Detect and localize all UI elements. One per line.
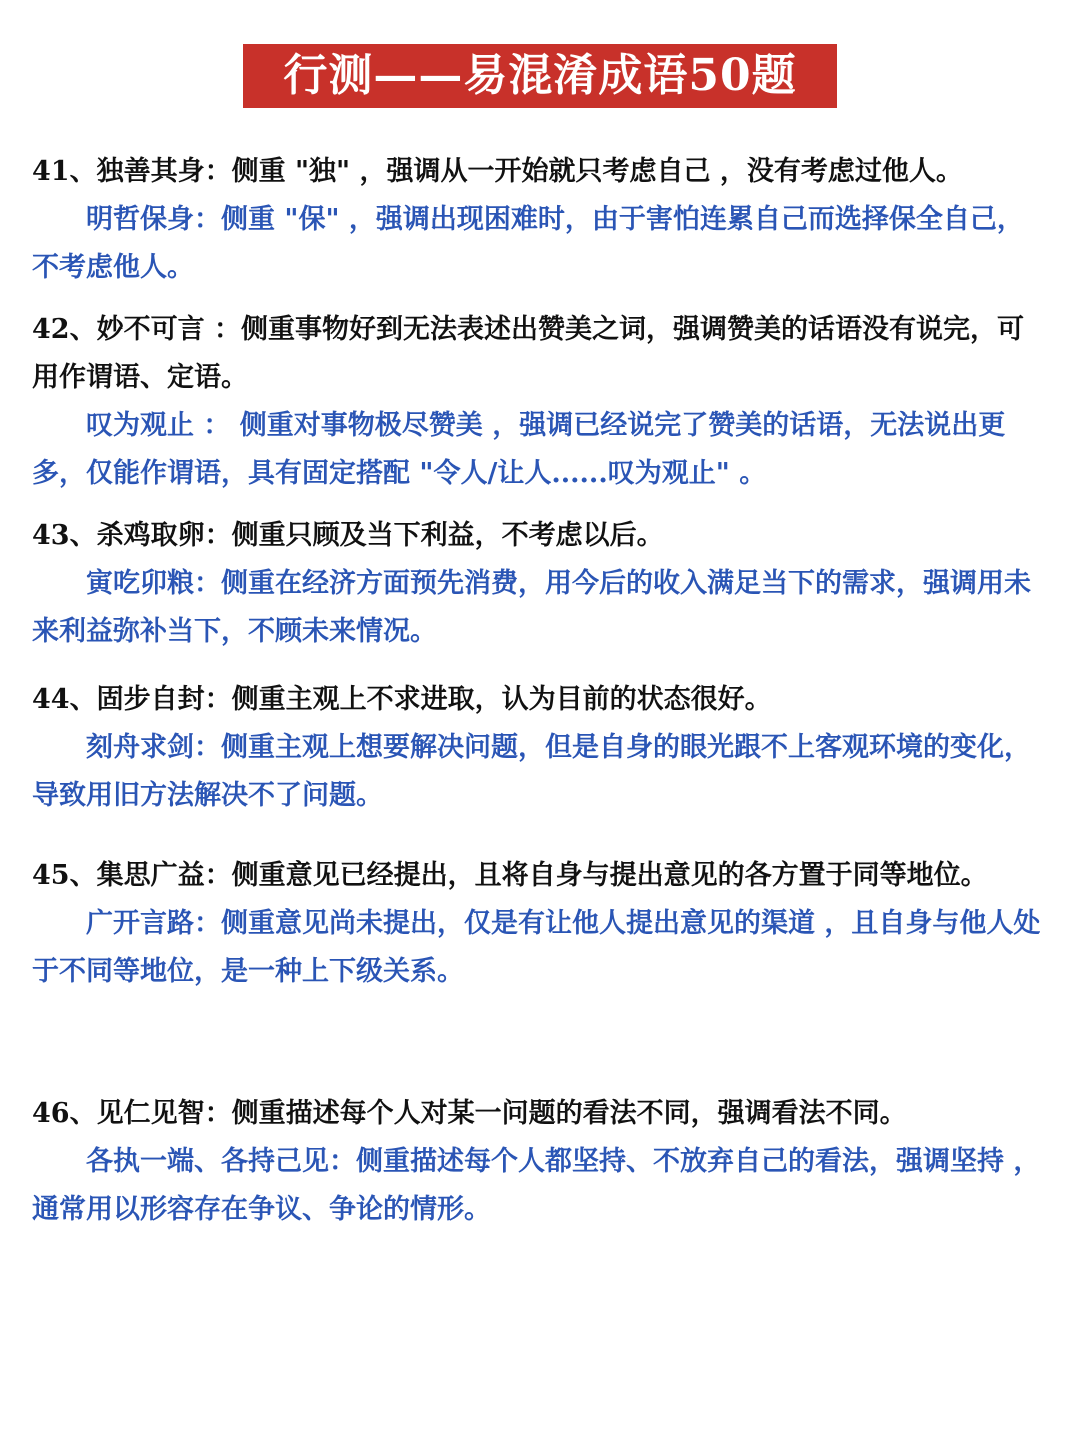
idiom-compare-44: 刻舟求剑：侧重主观上想要解决问题，但是自身的眼光跟不上客观环境的变化，导致用旧方法解决不了问题。 (32, 732, 1031, 811)
page-title: 行测——易混淆成语50题 (243, 44, 837, 108)
idiom-compare-42: 叹为观止 ： 侧重对事物极尽赞美 ，强调已经说完了赞美的话语，无法说出更多，仅能作谓语，具有固定搭配 "令人/让人......叹为观止" 。 (32, 410, 1006, 489)
idiom-main-42: 42、妙不可言 ：侧重事物好到无法表述出赞美之词，强调赞美的话语没有说完，可用作谓语、定语。 (32, 314, 1024, 393)
idiom-main-41: 41、独善其身：侧重 "独" ，强调从一开始就只考虑自己 ，没有考虑过他人。 (32, 156, 963, 187)
idiom-entry-44 (32, 676, 1048, 820)
idiom-main-46: 46、见仁见智：侧重描述每个人对某一问题的看法不同，强调看法不同。 (32, 1098, 907, 1129)
idiom-entry-46 (32, 1090, 1048, 1234)
idiom-main-44: 44、固步自封：侧重主观上不求进取，认为目前的状态很好。 (32, 684, 772, 715)
idiom-entry-41 (32, 148, 1048, 292)
idiom-compare-41: 明哲保身：侧重 "保" ，强调出现困难时，由于害怕连累自己而选择保全自己，不考虑他人。 (32, 204, 1024, 283)
idiom-entry-42 (32, 306, 1048, 498)
idiom-compare-45: 广开言路：侧重意见尚未提出，仅是有让他人提出意见的渠道 ，且自身与他人处于不同等地位，是一种上下级关系。 (32, 908, 1041, 987)
idiom-main-43: 43、杀鸡取卵：侧重只顾及当下利益，不考虑以后。 (32, 520, 664, 551)
idiom-main-45: 45、集思广益：侧重意见已经提出，且将自身与提出意见的各方置于同等地位。 (32, 860, 988, 891)
idiom-compare-43: 寅吃卯粮：侧重在经济方面预先消费，用今后的收入满足当下的需求，强调用未来利益弥补当下，不顾未来情况。 (32, 568, 1031, 647)
idiom-entry-43 (32, 512, 1048, 656)
idiom-compare-46: 各执一端、各持己见：侧重描述每个人都坚持、不放弃自己的看法，强调坚持 ，通常用以形容存在争议、争论的情形。 (32, 1146, 1041, 1225)
idiom-entry-45 (32, 852, 1048, 996)
